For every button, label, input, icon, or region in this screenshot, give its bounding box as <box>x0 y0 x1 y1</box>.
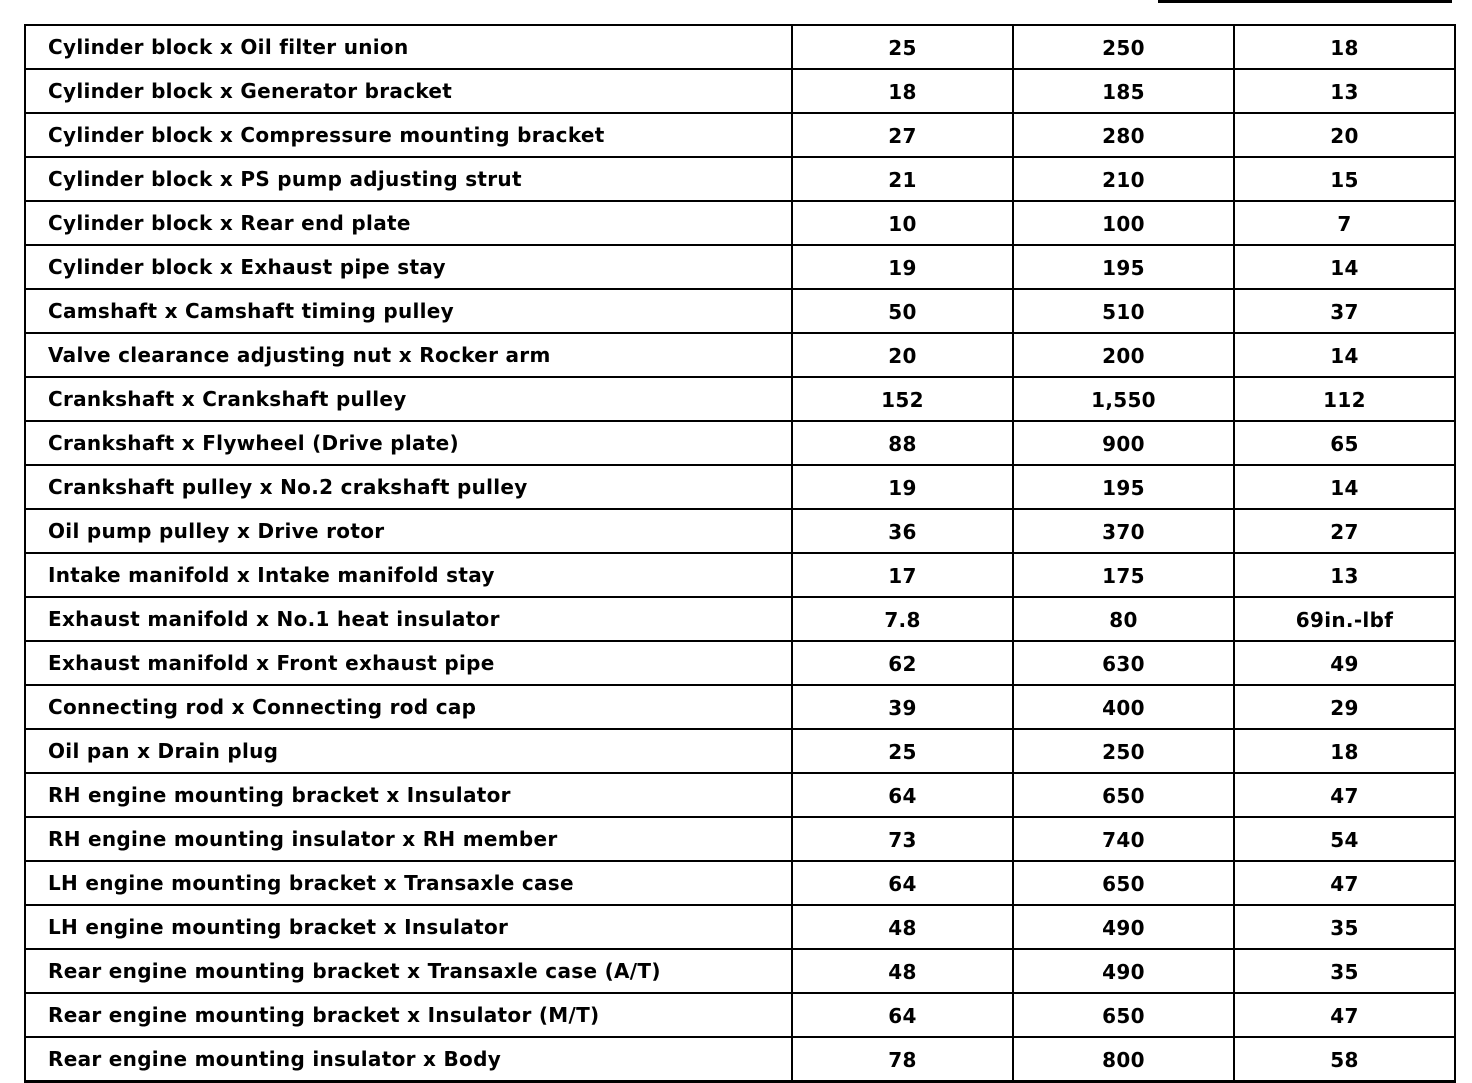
torque-ftlbf-cell: 112 <box>1234 377 1455 421</box>
torque-kgfcm-cell: 630 <box>1013 641 1234 685</box>
torque-kgfcm-cell: 200 <box>1013 333 1234 377</box>
table-row <box>25 1037 1455 1082</box>
torque-ftlbf-cell: 15 <box>1234 157 1455 201</box>
part-name-cell: Camshaft x Camshaft timing pulley <box>25 289 792 333</box>
part-name-cell: Crankshaft x Crankshaft pulley <box>25 377 792 421</box>
torque-kgfcm-cell: 80 <box>1013 597 1234 641</box>
table-row <box>25 773 1455 817</box>
torque-kgfcm-cell: 800 <box>1013 1037 1234 1082</box>
part-name-cell: Cylinder block x Exhaust pipe stay <box>25 245 792 289</box>
torque-ftlbf-cell: 35 <box>1234 905 1455 949</box>
torque-ftlbf-cell: 49 <box>1234 641 1455 685</box>
torque-ftlbf-cell: 47 <box>1234 993 1455 1037</box>
torque-ftlbf-cell: 7 <box>1234 201 1455 245</box>
torque-ftlbf-cell: 18 <box>1234 729 1455 773</box>
torque-kgfcm-cell: 490 <box>1013 905 1234 949</box>
torque-nm-cell: 48 <box>792 949 1013 993</box>
torque-kgfcm-cell: 400 <box>1013 685 1234 729</box>
torque-kgfcm-cell: 370 <box>1013 509 1234 553</box>
torque-nm-cell: 17 <box>792 553 1013 597</box>
torque-ftlbf-cell: 47 <box>1234 773 1455 817</box>
torque-kgfcm-cell: 900 <box>1013 421 1234 465</box>
torque-nm-cell: 73 <box>792 817 1013 861</box>
table-row <box>25 729 1455 773</box>
torque-nm-cell: 152 <box>792 377 1013 421</box>
torque-spec-table <box>24 24 1456 1083</box>
torque-kgfcm-cell: 250 <box>1013 25 1234 69</box>
part-name-cell: Cylinder block x Compressure mounting bracket <box>25 113 792 157</box>
torque-ftlbf-cell: 37 <box>1234 289 1455 333</box>
table-row <box>25 817 1455 861</box>
table-row <box>25 289 1455 333</box>
torque-ftlbf-cell: 69in.-lbf <box>1234 597 1455 641</box>
table-row <box>25 905 1455 949</box>
torque-ftlbf-cell: 13 <box>1234 69 1455 113</box>
torque-nm-cell: 19 <box>792 465 1013 509</box>
torque-nm-cell: 36 <box>792 509 1013 553</box>
part-name-cell: Oil pump pulley x Drive rotor <box>25 509 792 553</box>
torque-nm-cell: 64 <box>792 993 1013 1037</box>
torque-ftlbf-cell: 58 <box>1330 1048 1359 1072</box>
torque-nm-cell: 27 <box>792 113 1013 157</box>
table-row <box>25 597 1455 641</box>
torque-kgfcm-cell: 100 <box>1013 201 1234 245</box>
table-row <box>25 333 1455 377</box>
torque-nm-cell: 62 <box>792 641 1013 685</box>
torque-nm-cell: 64 <box>792 773 1013 817</box>
part-name-cell: Oil pan x Drain plug <box>25 729 792 773</box>
part-name-cell: LH engine mounting bracket x Transaxle case <box>25 861 792 905</box>
table-row <box>25 245 1455 289</box>
torque-ftlbf-cell: 54 <box>1234 817 1455 861</box>
torque-ftlbf-cell: 47 <box>1234 861 1455 905</box>
torque-kgfcm-cell: 740 <box>1013 817 1234 861</box>
table-row <box>25 201 1455 245</box>
part-name-cell: Exhaust manifold x No.1 heat insulator <box>25 597 792 641</box>
torque-kgfcm-cell: 210 <box>1013 157 1234 201</box>
part-name-cell: Cylinder block x Oil filter union <box>25 25 792 69</box>
part-name-cell: Rear engine mounting bracket x Insulator (M/T) <box>25 993 792 1037</box>
table-row <box>25 377 1455 421</box>
torque-kgfcm-cell: 1,550 <box>1013 377 1234 421</box>
torque-kgfcm-cell: 175 <box>1013 553 1234 597</box>
part-name-cell: RH engine mounting bracket x Insulator <box>25 773 792 817</box>
table-row <box>25 993 1455 1037</box>
torque-nm-cell: 50 <box>792 289 1013 333</box>
table-row <box>25 861 1455 905</box>
torque-kgfcm-cell: 195 <box>1013 245 1234 289</box>
table-row <box>25 421 1455 465</box>
part-name-cell: Crankshaft pulley x No.2 crakshaft pulley <box>25 465 792 509</box>
torque-kgfcm-cell: 650 <box>1013 773 1234 817</box>
torque-nm-cell: 48 <box>792 905 1013 949</box>
part-name-cell: Cylinder block x PS pump adjusting strut <box>25 157 792 201</box>
torque-nm-cell: 88 <box>792 421 1013 465</box>
torque-kgfcm-cell: 510 <box>1013 289 1234 333</box>
torque-kgfcm-cell: 650 <box>1013 993 1234 1037</box>
torque-kgfcm-cell: 195 <box>1013 465 1234 509</box>
torque-kgfcm-cell: 280 <box>1013 113 1234 157</box>
part-name-cell: LH engine mounting bracket x Insulator <box>25 905 792 949</box>
torque-ftlbf-cell: 65 <box>1234 421 1455 465</box>
part-name-cell: Valve clearance adjusting nut x Rocker arm <box>25 333 792 377</box>
part-name-cell: Cylinder block x Generator bracket <box>25 69 792 113</box>
torque-ftlbf-cell: 27 <box>1234 509 1455 553</box>
table-row <box>25 157 1455 201</box>
torque-nm-cell: 19 <box>792 245 1013 289</box>
torque-kgfcm-cell: 650 <box>1013 861 1234 905</box>
part-name-cell: Intake manifold x Intake manifold stay <box>25 553 792 597</box>
torque-nm-cell: 25 <box>792 25 1013 69</box>
part-name-cell: Connecting rod x Connecting rod cap <box>25 685 792 729</box>
part-name-cell: Rear engine mounting insulator x Body <box>25 1037 792 1082</box>
part-name-cell: Rear engine mounting bracket x Transaxle case (A/T) <box>25 949 792 993</box>
torque-kgfcm-cell: 490 <box>1013 949 1234 993</box>
part-name-cell: Crankshaft x Flywheel (Drive plate) <box>25 421 792 465</box>
torque-kgfcm-cell: 185 <box>1013 69 1234 113</box>
torque-nm-cell: 10 <box>792 201 1013 245</box>
table-row <box>25 465 1455 509</box>
part-name-cell: Exhaust manifold x Front exhaust pipe <box>25 641 792 685</box>
torque-nm-cell: 25 <box>792 729 1013 773</box>
table-row <box>25 949 1455 993</box>
table-row <box>25 553 1455 597</box>
table-row <box>25 509 1455 553</box>
torque-kgfcm-cell: 250 <box>1013 729 1234 773</box>
table-row <box>25 685 1455 729</box>
torque-ftlbf-cell: 35 <box>1234 949 1455 993</box>
torque-ftlbf-cell: 20 <box>1234 113 1455 157</box>
torque-ftlbf-cell: 14 <box>1234 465 1455 509</box>
torque-nm-cell: 18 <box>792 69 1013 113</box>
table-row <box>25 69 1455 113</box>
table-row <box>25 25 1455 69</box>
torque-nm-cell: 39 <box>792 685 1013 729</box>
torque-nm-cell: 78 <box>792 1037 1013 1082</box>
part-name-cell: RH engine mounting insulator x RH member <box>25 817 792 861</box>
torque-ftlbf-cell: 18 <box>1234 25 1455 69</box>
torque-nm-cell: 21 <box>792 157 1013 201</box>
torque-nm-cell: 20 <box>792 333 1013 377</box>
table-row <box>25 113 1455 157</box>
torque-nm-cell: 7.8 <box>792 597 1013 641</box>
torque-ftlbf-cell: 14 <box>1234 333 1455 377</box>
top-rule <box>1158 0 1452 3</box>
torque-ftlbf-cell: 29 <box>1234 685 1455 729</box>
torque-ftlbf-cell: 14 <box>1234 245 1455 289</box>
table-row <box>25 641 1455 685</box>
part-name-cell: Cylinder block x Rear end plate <box>25 201 792 245</box>
torque-nm-cell: 64 <box>792 861 1013 905</box>
torque-ftlbf-cell: 13 <box>1234 553 1455 597</box>
